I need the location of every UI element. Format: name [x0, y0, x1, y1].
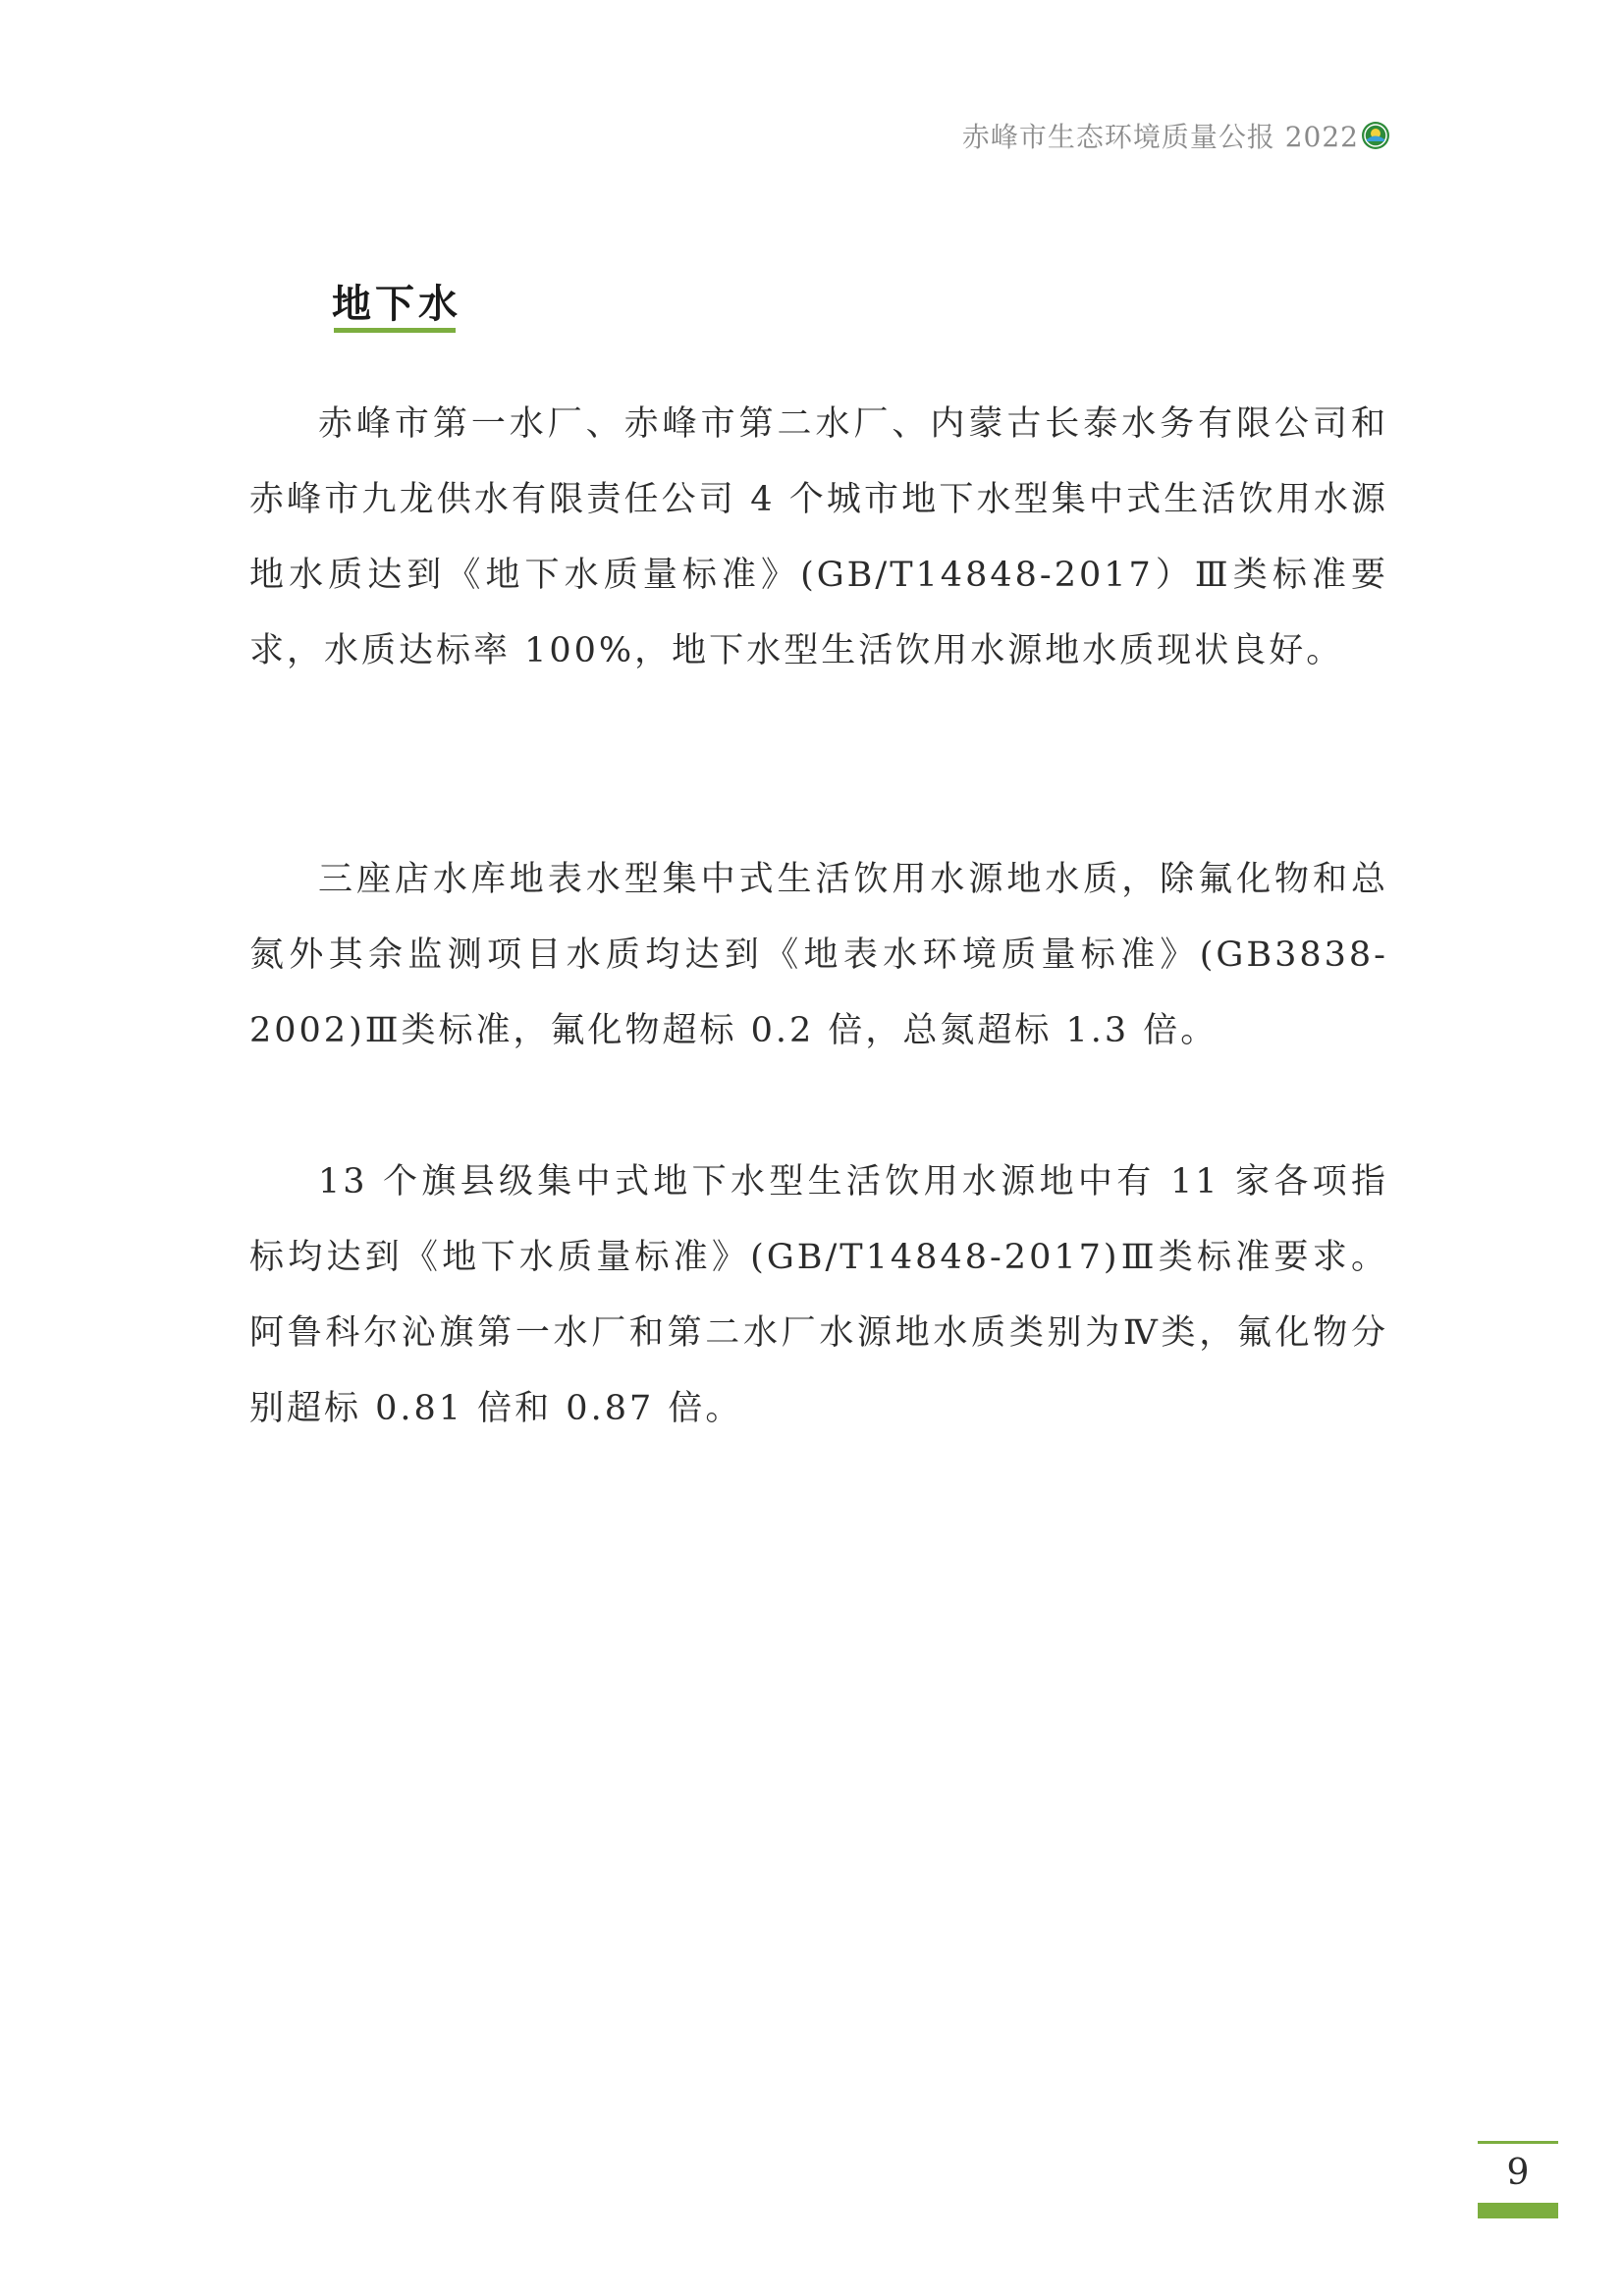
- paragraph: 赤峰市第一水厂、赤峰市第二水厂、内蒙古长泰水务有限公司和赤峰市九龙供水有限责任公司 4 个城市地下水型集中式生活饮用水源地水质达到《地下水质量标准》(GB/T14848-2017）Ⅲ类标准要求，水质达标率 100%，地下水型生活饮用水源地水质现状良好。: [249, 404, 1388, 670]
- running-header-title: 赤峰市生态环境质量公报 2022: [961, 121, 1359, 153]
- paragraph-3-block: [249, 1145, 1388, 1447]
- page-number-box: [1478, 2141, 1558, 2218]
- running-header: [962, 116, 1390, 155]
- paragraph-1-block: [249, 387, 1388, 689]
- page-number-bottom-bar: [1478, 2203, 1558, 2218]
- paragraph: 三座店水库地表水型集中式生活饮用水源地水质，除氟化物和总氮外其余监测项目水质均达到《地表水环境质量标准》(GB3838-2002)Ⅲ类标准，氟化物超标 0.2 倍，总氮超标 1.3 倍。: [249, 860, 1388, 1050]
- section-title-underline: [334, 328, 456, 333]
- paragraph-2-block: [249, 842, 1388, 1069]
- section-title: 地下水: [332, 281, 461, 327]
- page-number: 9: [1506, 2153, 1530, 2193]
- environment-emblem-icon: [1361, 121, 1390, 150]
- paragraph: 13 个旗县级集中式地下水型生活饮用水源地中有 11 家各项指标均达到《地下水质量标准》(GB/T14848-2017)Ⅲ类标准要求。阿鲁科尔沁旗第一水厂和第二水厂水源地水质类别为Ⅳ类，氟化物分别超标 0.81 倍和 0.87 倍。: [249, 1162, 1388, 1428]
